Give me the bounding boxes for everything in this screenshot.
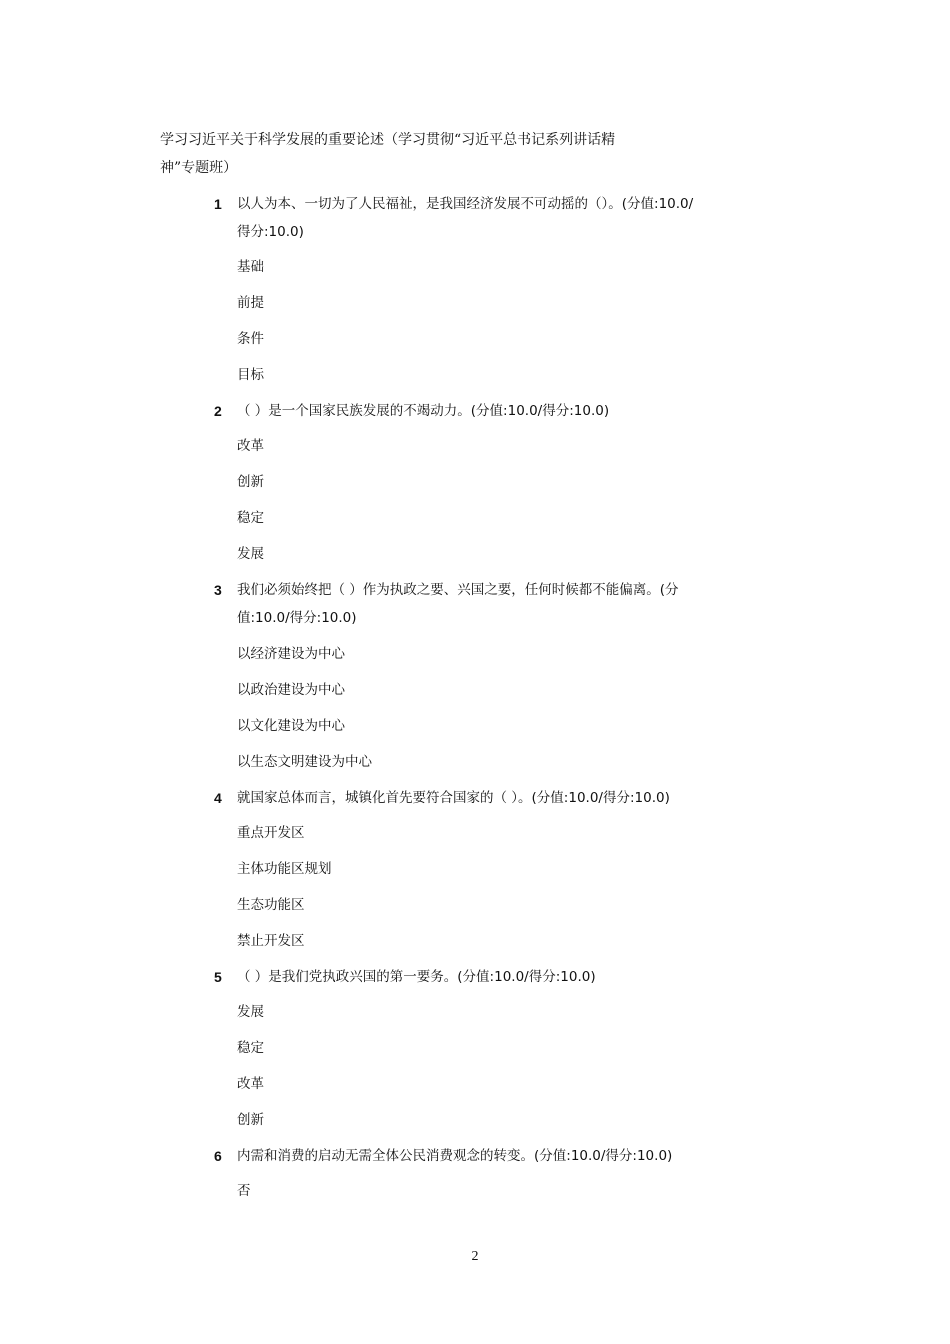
- question-text-line-1: 以人为本、一切为了人民福祉，是我国经济发展不可动摇的（）。(分值:10.0/: [237, 196, 694, 212]
- page-number: 2: [471, 1249, 479, 1264]
- option-a[interactable]: 发展: [237, 1004, 264, 1020]
- option-a[interactable]: 改革: [237, 438, 264, 454]
- question-number: 2: [214, 403, 222, 419]
- option-d[interactable]: 创新: [237, 1112, 264, 1128]
- document-title-line-2: 神”专题班）: [160, 160, 238, 176]
- option-d[interactable]: 发展: [237, 546, 264, 562]
- question-text-line-1: 内需和消费的启动无需全体公民消费观念的转变。(分值:10.0/得分:10.0): [237, 1148, 673, 1164]
- question-number: 6: [214, 1148, 222, 1164]
- option-c[interactable]: 稳定: [237, 510, 264, 526]
- question-text-line-1: （ ）是一个国家民族发展的不竭动力。(分值:10.0/得分:10.0): [237, 403, 610, 419]
- option-b[interactable]: 主体功能区规划: [237, 861, 332, 877]
- option-b[interactable]: 前提: [237, 295, 264, 311]
- question-number: 4: [214, 790, 222, 806]
- question-text-line-1: 就国家总体而言，城镇化首先要符合国家的（ ）。(分值:10.0/得分:10.0): [237, 790, 670, 806]
- question-text-line-1: 我们必须始终把（ ）作为执政之要、兴国之要，任何时候都不能偏离。(分: [237, 582, 679, 598]
- option-b[interactable]: 稳定: [237, 1040, 264, 1056]
- question-text: [237, 576, 712, 632]
- option-d[interactable]: 目标: [237, 367, 264, 383]
- option-b[interactable]: 以政治建设为中心: [237, 682, 345, 698]
- option-d[interactable]: 以生态文明建设为中心: [237, 754, 372, 770]
- question-text-line-1: （ ）是我们党执政兴国的第一要务。(分值:10.0/得分:10.0): [237, 969, 596, 985]
- question-text-line-2: 值:10.0/得分:10.0): [237, 610, 357, 626]
- option-a[interactable]: 否: [237, 1183, 251, 1199]
- question-text: [237, 784, 712, 812]
- document-title-line-1: 学习习近平关于科学发展的重要论述（学习贯彻“习近平总书记系列讲话精: [160, 132, 616, 148]
- option-c[interactable]: 以文化建设为中心: [237, 718, 345, 734]
- option-a[interactable]: 基础: [237, 259, 264, 275]
- option-a[interactable]: 以经济建设为中心: [237, 646, 345, 662]
- option-c[interactable]: 改革: [237, 1076, 264, 1092]
- question-text: [237, 397, 712, 425]
- question-text: [237, 963, 712, 991]
- option-b[interactable]: 创新: [237, 474, 264, 490]
- option-d[interactable]: 禁止开发区: [237, 933, 305, 949]
- option-c[interactable]: 条件: [237, 331, 264, 347]
- question-text: [237, 190, 712, 246]
- question-text-line-2: 得分:10.0): [237, 224, 304, 240]
- question-text: [237, 1142, 712, 1170]
- question-number: 1: [214, 196, 222, 212]
- question-number: 5: [214, 969, 222, 985]
- question-number: 3: [214, 582, 222, 598]
- option-a[interactable]: 重点开发区: [237, 825, 305, 841]
- document-title: [160, 126, 660, 182]
- option-c[interactable]: 生态功能区: [237, 897, 305, 913]
